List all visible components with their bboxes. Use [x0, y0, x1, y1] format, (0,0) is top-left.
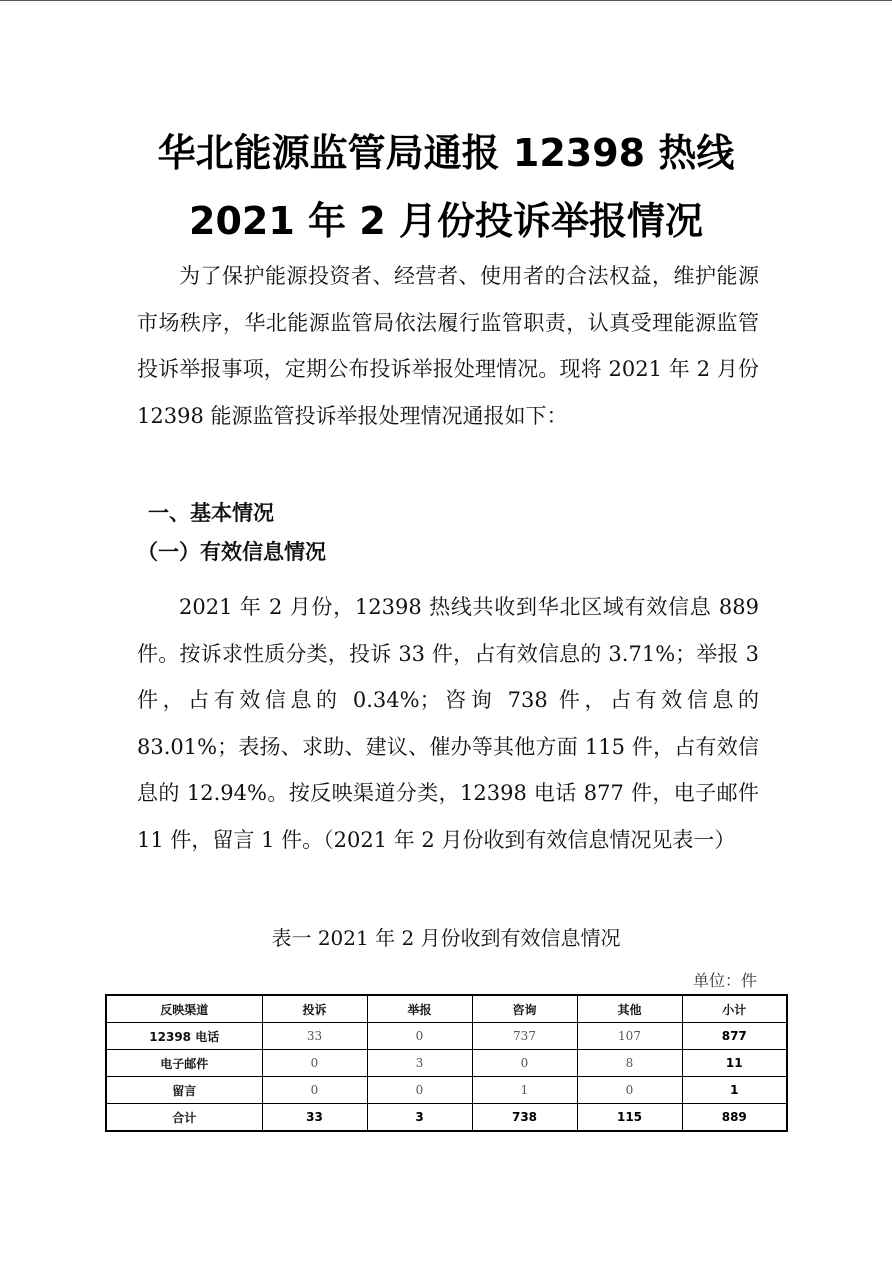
- cell-complaint: 0: [262, 1050, 367, 1077]
- cell-other: 107: [577, 1023, 682, 1050]
- cell-complaint: 33: [262, 1104, 367, 1132]
- body-paragraph: 2021 年 2 月份，12398 热线共收到华北区域有效信息 889 件。按诉求性质分类，投诉 33 件，占有效信息的 3.71%；举报 3 件，占有效信息的 0.34%；咨询 738 件，占有效信息的 83.01%；表扬、求助、建议、催办等其他方面 115 件，占有效信息的 12.94%。按反映渠道分类，12398 电话 877 件，电子邮件 11 件，留言 1 件。（2021 年 2 月份收到有效信息情况见表一）: [137, 595, 759, 852]
- cell-inquiry: 737: [472, 1023, 577, 1050]
- cell-report: 0: [367, 1023, 472, 1050]
- cell-inquiry: 1: [472, 1077, 577, 1104]
- table-row: [106, 1050, 787, 1077]
- cell-channel: 合计: [106, 1104, 262, 1132]
- table-header-row: [106, 995, 787, 1023]
- cell-report: 0: [367, 1077, 472, 1104]
- header-complaint: 投诉: [262, 995, 367, 1023]
- cell-report: 3: [367, 1050, 472, 1077]
- table-row: [106, 1077, 787, 1104]
- cell-complaint: 0: [262, 1077, 367, 1104]
- header-channel: 反映渠道: [106, 995, 262, 1023]
- cell-complaint: 33: [262, 1023, 367, 1050]
- valid-info-table: [105, 994, 788, 1132]
- table-row: [106, 1023, 787, 1050]
- cell-channel: 留言: [106, 1077, 262, 1104]
- cell-other: 0: [577, 1077, 682, 1104]
- section-heading-basic: 一、基本情况: [148, 501, 274, 525]
- cell-inquiry: 0: [472, 1050, 577, 1077]
- intro-paragraph: 为了保护能源投资者、经营者、使用者的合法权益，维护能源市场秩序，华北能源监管局依法履行监管职责，认真受理能源监管投诉举报事项，定期公布投诉举报处理情况。现将 2021 年 2 月份 12398 能源监管投诉举报处理情况通报如下：: [137, 264, 759, 428]
- cell-subtotal: 1: [682, 1077, 787, 1104]
- cell-channel: 电子邮件: [106, 1050, 262, 1077]
- table-caption: 表一 2021 年 2 月份收到有效信息情况: [271, 926, 621, 950]
- cell-report: 3: [367, 1104, 472, 1132]
- cell-other: 115: [577, 1104, 682, 1132]
- cell-channel: 12398 电话: [106, 1023, 262, 1050]
- header-other: 其他: [577, 995, 682, 1023]
- cell-subtotal: 11: [682, 1050, 787, 1077]
- cell-other: 8: [577, 1050, 682, 1077]
- document-title-line2: 2021 年 2 月份投诉举报情况: [189, 199, 703, 243]
- header-report: 举报: [367, 995, 472, 1023]
- document-title-line1: 华北能源监管局通报 12398 热线: [157, 131, 735, 175]
- table-unit-label: 单位：件: [692, 971, 757, 990]
- subsection-heading-valid-info: （一）有效信息情况: [137, 539, 326, 564]
- header-subtotal: 小计: [682, 995, 787, 1023]
- header-inquiry: 咨询: [472, 995, 577, 1023]
- page-top-border: [0, 0, 892, 1]
- table-total-row: [106, 1104, 787, 1132]
- cell-subtotal: 877: [682, 1023, 787, 1050]
- cell-inquiry: 738: [472, 1104, 577, 1132]
- cell-subtotal: 889: [682, 1104, 787, 1132]
